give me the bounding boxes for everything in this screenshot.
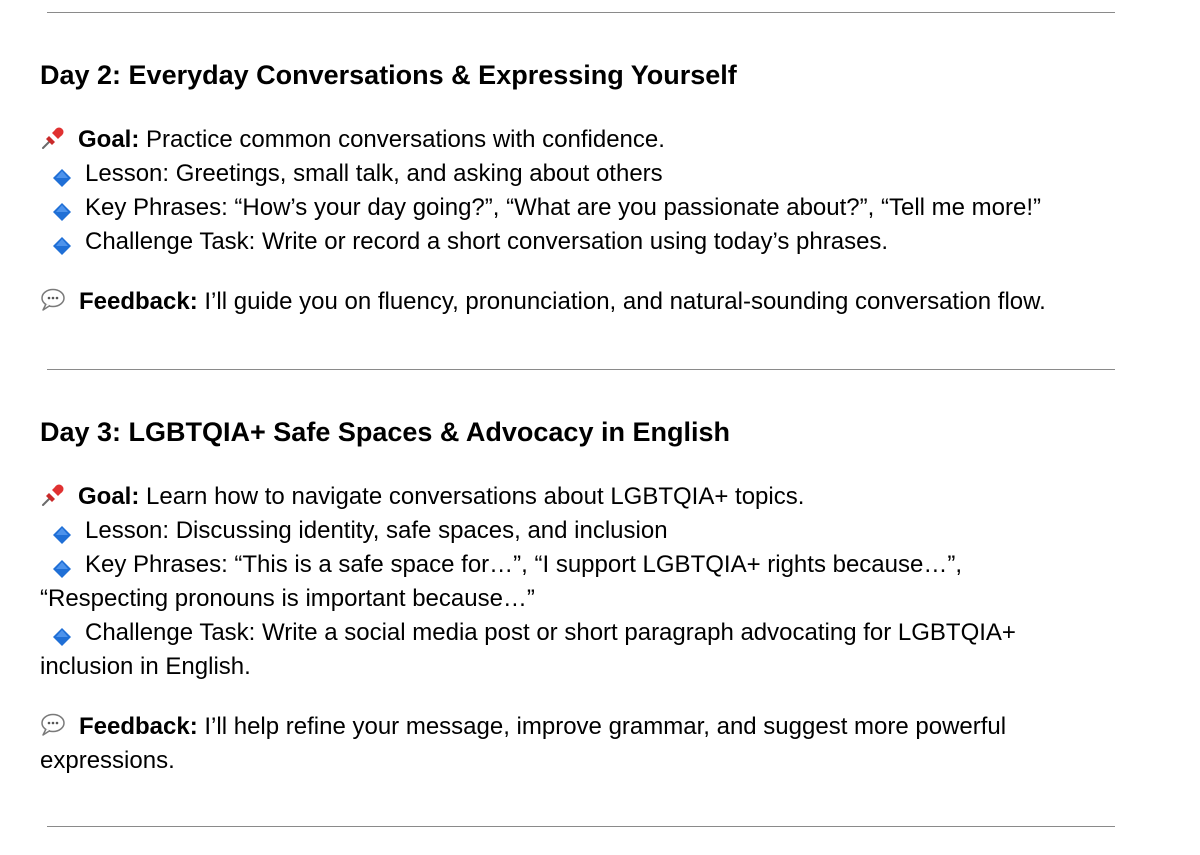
- goal-label: Goal:: [78, 126, 140, 153]
- pushpin-icon: [40, 482, 66, 508]
- blue-diamond-icon: [53, 197, 71, 215]
- blue-diamond-icon: [53, 554, 71, 572]
- list-item-text: Key Phrases: “This is a safe space for…”, “I support LGBTQIA+ rights because…”,: [85, 551, 963, 578]
- blue-diamond-icon: [53, 622, 71, 640]
- goal-text: Practice common conversations with confidence.: [139, 126, 665, 153]
- feedback-text: I’ll help refine your message, improve grammar, and suggest more powerful: [197, 713, 1007, 740]
- list-item-text: Lesson: Greetings, small talk, and asking about others: [85, 160, 663, 187]
- feedback-label: Feedback:: [79, 288, 198, 315]
- list-item: [40, 191, 1041, 225]
- feedback-line-day-2: [40, 285, 1046, 319]
- list-item-text: Challenge Task: Write a social media post or short paragraph advocating for LGBTQIA+: [85, 619, 1016, 646]
- feedback-line-day-3: [40, 710, 1006, 744]
- goal-line-day-2: [40, 123, 665, 157]
- list-item-text: Challenge Task: Write or record a short conversation using today’s phrases.: [85, 228, 889, 255]
- blue-diamond-icon: [53, 163, 71, 181]
- blue-diamond-icon: [53, 520, 71, 538]
- goal-label: Goal:: [78, 483, 140, 510]
- list-item-continuation: “Respecting pronouns is important because…”: [40, 585, 535, 612]
- speech-bubble-icon: [40, 713, 66, 737]
- list-item: [40, 225, 888, 259]
- list-item: [40, 157, 663, 191]
- divider-top: [47, 12, 1115, 13]
- divider-middle: [47, 369, 1115, 370]
- divider-bottom: [47, 826, 1115, 827]
- list-item: [40, 548, 962, 582]
- goal-line-day-3: [40, 480, 804, 514]
- feedback-text: I’ll guide you on fluency, pronunciation, and natural-sounding conversation flow.: [197, 288, 1046, 315]
- feedback-label: Feedback:: [79, 713, 198, 740]
- section-title-day-3: Day 3: LGBTQIA+ Safe Spaces & Advocacy in English: [40, 417, 730, 447]
- list-item-continuation: inclusion in English.: [40, 653, 251, 680]
- list-item: [40, 616, 1016, 650]
- speech-bubble-icon: [40, 288, 66, 312]
- list-item-text: Lesson: Discussing identity, safe spaces, and inclusion: [85, 517, 668, 544]
- section-title-day-2: Day 2: Everyday Conversations & Expressing Yourself: [40, 60, 737, 90]
- goal-text: Learn how to navigate conversations about LGBTQIA+ topics.: [139, 483, 805, 510]
- pushpin-icon: [40, 125, 66, 151]
- list-item: [40, 514, 668, 548]
- blue-diamond-icon: [53, 231, 71, 249]
- list-item-text: Key Phrases: “How’s your day going?”, “What are you passionate about?”, “Tell me more!”: [85, 194, 1041, 221]
- feedback-continuation: expressions.: [40, 747, 175, 774]
